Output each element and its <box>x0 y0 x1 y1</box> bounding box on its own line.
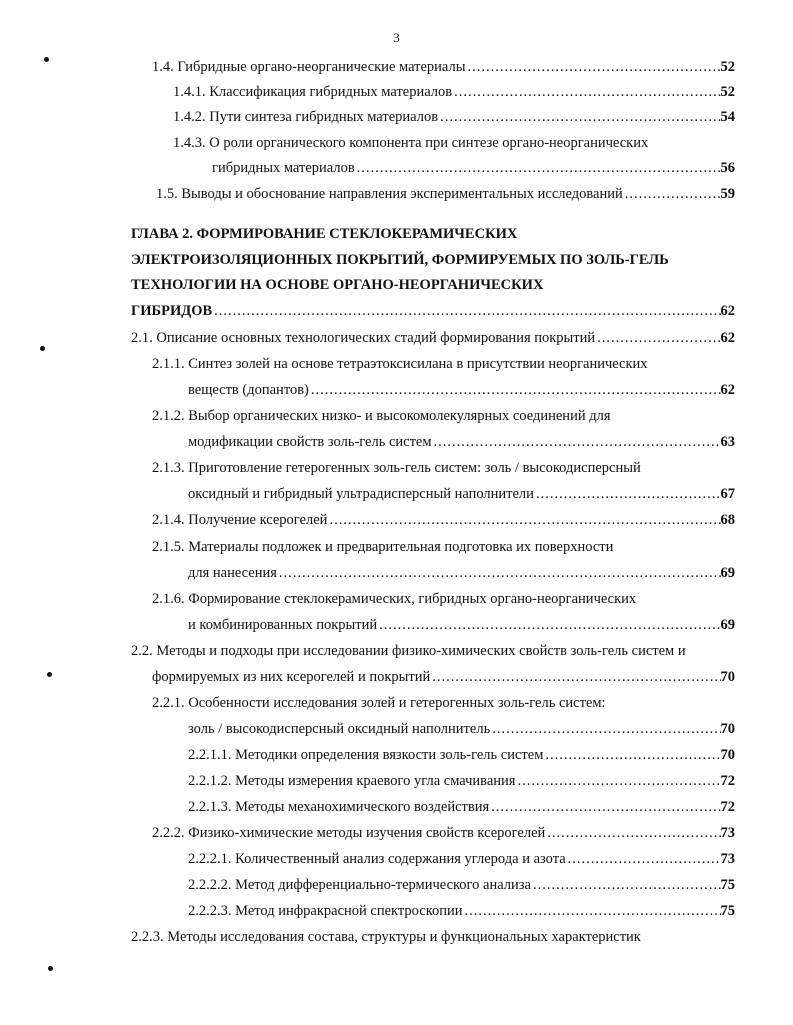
toc-entry[interactable]: и комбинированных покрытий ..... 69 <box>188 614 735 636</box>
toc-entry[interactable]: модификации свойств золь-гель систем ..... 63 <box>188 431 735 453</box>
toc-entry[interactable]: для нанесения ..... 69 <box>188 562 735 584</box>
toc-entry[interactable]: 1.4.3. О роли органического компонента при синтезе органо-неорганических <box>173 135 649 151</box>
page-number: 3 <box>393 30 400 45</box>
toc-entry[interactable]: 2.2.2.1. Количественный анализ содержания углерода и азота ..... 73 <box>188 848 735 870</box>
toc-entry[interactable]: 2.2.2.2. Метод дифференциально-термического анализа ..... 75 <box>188 874 735 896</box>
toc-entry[interactable]: 2.1.6. Формирование стеклокерамических, гибридных органо-неорганических <box>152 591 637 607</box>
margin-mark <box>48 966 53 971</box>
toc-entry[interactable]: 2.2.1.3. Методы механохимического воздействия ..... 72 <box>188 796 735 818</box>
toc-entry[interactable]: золь / высокодисперсный оксидный наполнитель ..... 70 <box>188 718 735 740</box>
toc-entry[interactable]: 1.4.2. Пути синтеза гибридных материалов ..... 54 <box>173 106 735 128</box>
toc-entry[interactable]: 2.1.3. Приготовление гетерогенных золь-гель систем: золь / высокодисперсный <box>152 460 641 476</box>
toc-entry[interactable]: 2.1.1. Синтез золей на основе тетраэтоксисилана в присутствии неорганических <box>152 356 648 372</box>
toc-entry[interactable]: 1.5. Выводы и обоснование направления экспериментальных исследований ..... 59 <box>156 183 735 205</box>
toc-entry[interactable]: 2.2.3. Методы исследования состава, структуры и функциональных характеристик <box>131 929 641 945</box>
toc-entry[interactable]: 2.1.4. Получение ксерогелей ..... 68 <box>152 509 735 531</box>
toc-entry[interactable]: 2.2.1.1. Методики определения вязкости золь-гель систем ..... 70 <box>188 744 735 766</box>
toc-entry[interactable]: 2.1. Описание основных технологических стадий формирования покрытий ..... 62 <box>131 327 735 349</box>
chapter-heading[interactable]: ГЛАВА 2. ФОРМИРОВАНИЕ СТЕКЛОКЕРАМИЧЕСКИХ <box>131 226 518 242</box>
toc-entry[interactable]: формируемых из них ксерогелей и покрытий ..... 70 <box>152 666 735 688</box>
toc-entry[interactable]: 2.1.5. Материалы подложек и предварительная подготовка их поверхности <box>152 539 614 555</box>
chapter-heading[interactable]: ЭЛЕКТРОИЗОЛЯЦИОННЫХ ПОКРЫТИЙ, ФОРМИРУЕМЫХ ПО ЗОЛЬ-ГЕЛЬ <box>131 252 669 268</box>
toc-entry[interactable]: 2.2.1. Особенности исследования золей и гетерогенных золь-гель систем: <box>152 695 606 711</box>
toc-entry[interactable]: 2.2.1.2. Методы измерения краевого угла смачивания ..... 72 <box>188 770 735 792</box>
margin-mark <box>40 346 45 351</box>
chapter-heading[interactable]: ГИБРИДОВ ..... 62 <box>131 300 735 322</box>
toc-entry[interactable]: 2.2.2. Физико-химические методы изучения свойств ксерогелей ..... 73 <box>152 822 735 844</box>
toc-entry[interactable]: 2.2. Методы и подходы при исследовании физико-химических свойств золь-гель систем и <box>131 643 686 659</box>
toc-entry[interactable]: 2.1.2. Выбор органических низко- и высокомолекулярных соединений для <box>152 408 611 424</box>
chapter-heading[interactable]: ТЕХНОЛОГИИ НА ОСНОВЕ ОРГАНО-НЕОРГАНИЧЕСКИХ <box>131 277 544 293</box>
toc-entry[interactable]: гибридных материалов ..... 56 <box>212 157 735 179</box>
margin-mark <box>44 57 49 62</box>
toc-entry[interactable]: оксидный и гибридный ультрадисперсный наполнители ..... 67 <box>188 483 735 505</box>
toc-entry[interactable]: 2.2.2.3. Метод инфракрасной спектроскопии ..... 75 <box>188 900 735 922</box>
margin-mark <box>47 672 52 677</box>
toc-entry[interactable]: 1.4.1. Классификация гибридных материалов ..... 52 <box>173 81 735 103</box>
toc-entry[interactable]: веществ (допантов) ..... 62 <box>188 379 735 401</box>
toc-entry[interactable]: 1.4. Гибридные органо-неорганические материалы ..... 52 <box>152 56 735 78</box>
